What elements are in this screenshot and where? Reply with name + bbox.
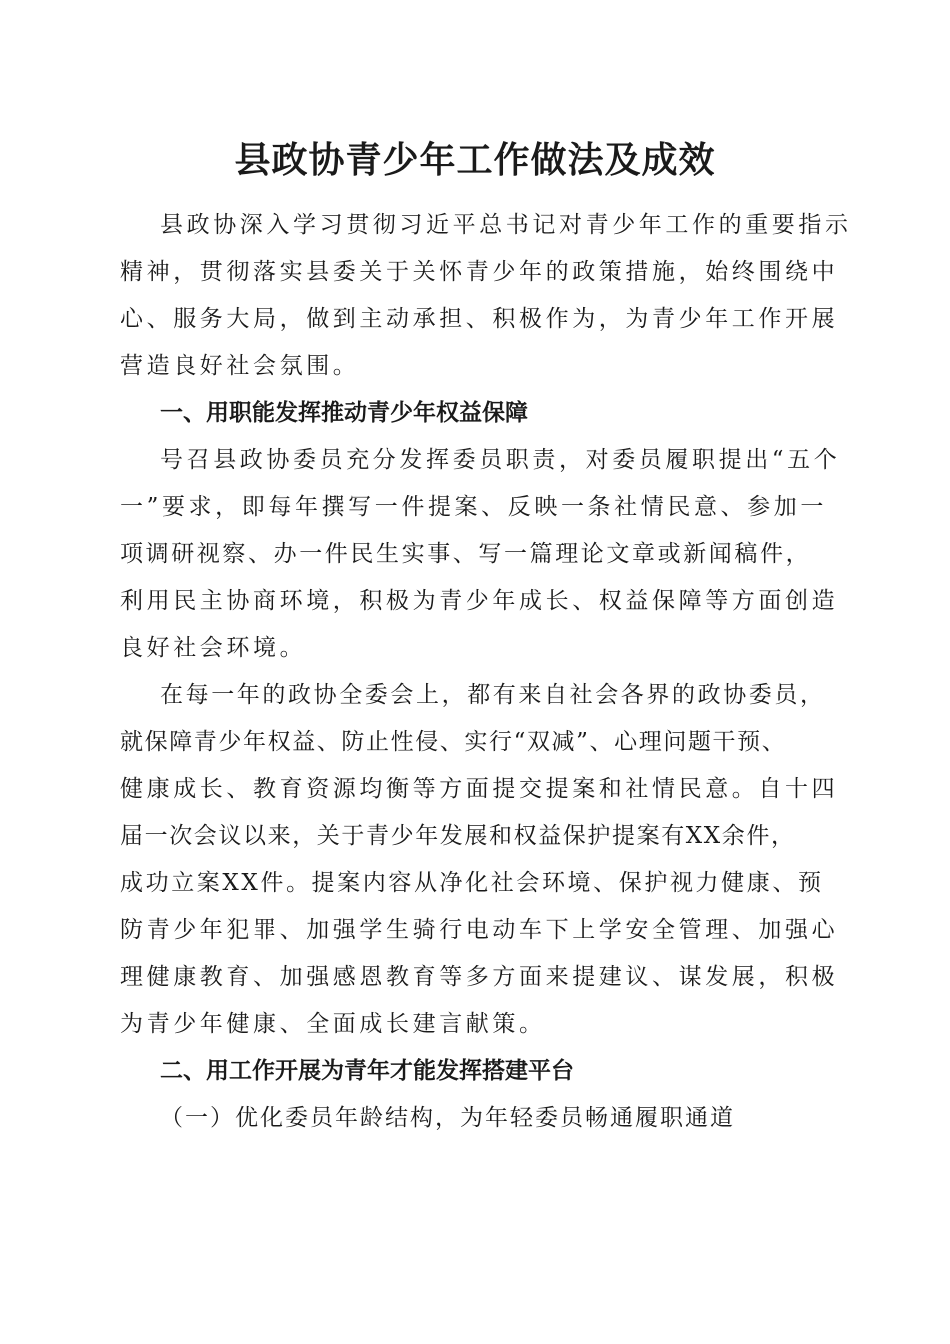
s1-p2-line-1: 在每一年的政协全委会上，都有来自社会各界的政协委员， <box>160 682 826 708</box>
intro-line-4: 营造良好社会氛围。 <box>120 353 360 379</box>
s1-p2-line-7: 理健康教育、加强感恩教育等多方面来提建议、谋发展，积极 <box>120 964 839 990</box>
intro-line-1: 县政协深入学习贯彻习近平总书记对青少年工作的重要指示 <box>160 212 852 238</box>
s1-p1-line-1: 号召县政协委员充分发挥委员职责，对委员履职提出“五个 <box>160 447 841 473</box>
s1-p2-line-4: 届一次会议以来，关于青少年发展和权益保护提案有XX余件， <box>120 823 796 849</box>
section-1-heading: 一、用职能发挥推动青少年权益保障 <box>160 400 528 426</box>
document-title: 县政协青少年工作做法及成效 <box>234 139 716 181</box>
s1-p2-line-6: 防青少年犯罪、加强学生骑行电动车下上学安全管理、加强心 <box>120 917 839 943</box>
section-2-heading: 二、用工作开展为青年才能发挥搭建平台 <box>160 1058 574 1084</box>
section-2-subheading-1: （一）优化委员年龄结构，为年轻委员畅通履职通道 <box>160 1105 735 1131</box>
s1-p1-line-5: 良好社会环境。 <box>120 635 307 661</box>
intro-line-2: 精神，贯彻落实县委关于关怀青少年的政策措施，始终围绕中 <box>120 259 839 285</box>
s1-p2-line-3: 健康成长、教育资源均衡等方面提交提案和社情民意。自十四 <box>120 776 839 802</box>
s1-p2-line-8: 为青少年健康、全面成长建言献策。 <box>120 1011 546 1037</box>
intro-line-3: 心、服务大局，做到主动承担、积极作为，为青少年工作开展 <box>120 306 839 332</box>
s1-p1-line-4: 利用民主协商环境，积极为青少年成长、权益保障等方面创造 <box>120 588 839 614</box>
s1-p1-line-2: 一”要求，即每年撰写一件提案、反映一条社情民意、参加一 <box>120 494 827 520</box>
s1-p2-line-2: 就保障青少年权益、防止性侵、实行“双减”、心理问题干预、 <box>120 729 787 755</box>
document-body <box>120 202 852 1142</box>
s1-p2-line-5: 成功立案XX件。提案内容从净化社会环境、保护视力健康、预 <box>120 870 824 896</box>
s1-p1-line-3: 项调研视察、办一件民生实事、写一篇理论文章或新闻稿件， <box>120 541 812 567</box>
